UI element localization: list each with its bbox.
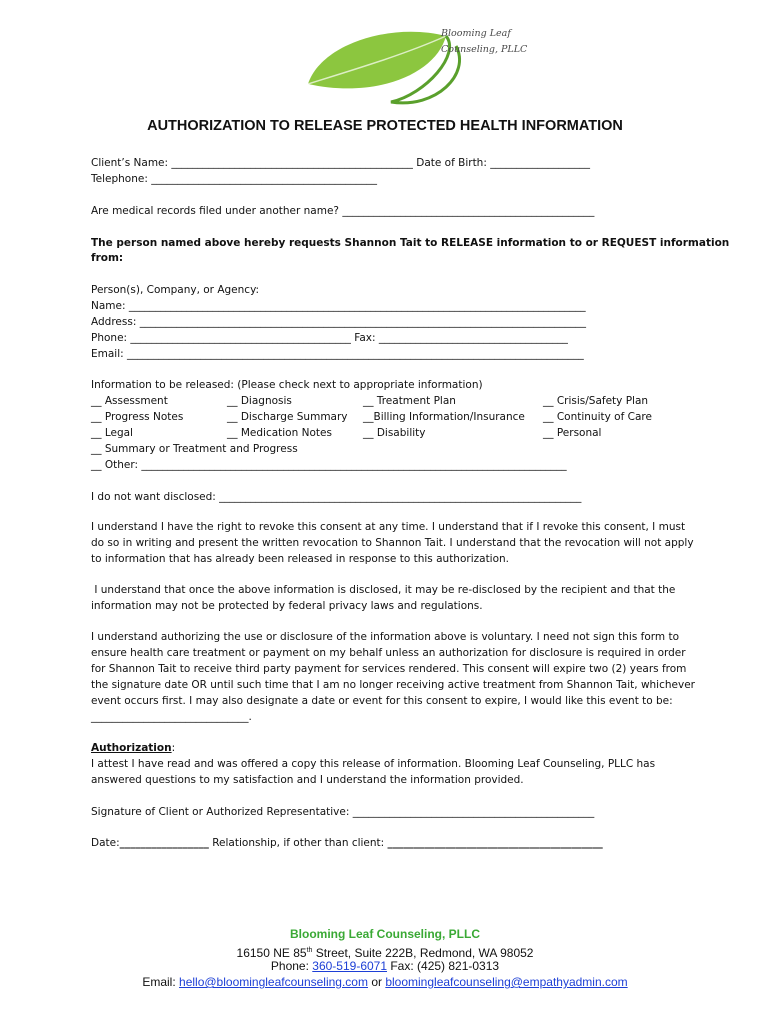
footer-email — [0, 975, 770, 990]
info-option-discharge-summary[interactable]: __ Discharge Summary — [227, 411, 348, 423]
not-disclosed-field[interactable]: I do not want disclosed: _____________________________________________________________________ — [91, 491, 582, 503]
date-relationship-row — [91, 836, 603, 850]
relationship-field[interactable]: _________________________________________ — [387, 837, 603, 849]
logo-text-line2: Counseling, PLLC — [441, 44, 528, 55]
expiration-event-field[interactable]: ______________________________. — [91, 711, 252, 723]
footer-address-post: Street, Suite 222B, Redmond, WA 98052 — [312, 946, 534, 960]
request-text-line1: The person named above hereby requests Shannon Tait to RELEASE information to or REQUEST information — [91, 237, 730, 249]
relationship-label: Relationship, if other than client: — [208, 837, 388, 849]
voluntary-paragraph-line4: the signature date OR until such time that I am no longer receiving active treatment from Shannon Tait, whichever — [91, 679, 695, 691]
form-title: AUTHORIZATION TO RELEASE PROTECTED HEALTH INFORMATION — [147, 118, 623, 134]
telephone-field[interactable]: Telephone: ___________________________________________ — [91, 173, 377, 185]
client-name-dob-field[interactable]: Client’s Name: ______________________________________________ Date of Birth: ___________________ — [91, 157, 590, 169]
authorization-line1: I attest I have read and was offered a copy this release of information. Blooming Leaf Counseling, PLLC has — [91, 758, 656, 770]
info-option-legal[interactable]: __ Legal — [91, 427, 133, 439]
logo-text-line1: Blooming Leaf — [441, 28, 511, 39]
footer-address-pre: 16150 NE 85 — [236, 946, 307, 960]
authorization-heading-text: Authorization — [91, 742, 172, 754]
date-field[interactable]: _________________ — [119, 837, 209, 849]
info-option-assessment[interactable]: __ Assessment — [91, 395, 168, 407]
voluntary-paragraph-line1: I understand authorizing the use or disclosure of the information above is voluntary. I need not sign this form to — [91, 631, 680, 643]
info-option-other-field[interactable]: __ Other: _________________________________________________________________________________ — [91, 459, 567, 471]
date-label: Date: — [91, 837, 120, 849]
info-option-crisis-safety-plan[interactable]: __ Crisis/Safety Plan — [543, 395, 649, 407]
revoke-paragraph-line3: to information that has already been released in response to this authorization. — [91, 553, 510, 565]
authorization-heading-colon: : — [171, 742, 176, 754]
info-option-personal[interactable]: __ Personal — [543, 427, 602, 439]
recipient-phone-fax-field[interactable]: Phone: __________________________________________ Fax: ____________________________________ — [91, 332, 568, 344]
redisclose-paragraph-line2: information may not be protected by federal privacy laws and regulations. — [91, 600, 483, 612]
info-option-summary[interactable]: __ Summary or Treatment and Progress — [91, 443, 298, 455]
voluntary-paragraph-line5: event occurs first. I may also designate a date or event for this consent to expire, I would like this event to be: — [91, 695, 673, 707]
footer-phone-link[interactable]: 360-519-6071 — [312, 959, 388, 973]
info-header: Information to be released: (Please check next to appropriate information) — [91, 379, 483, 391]
info-option-treatment-plan[interactable]: __ Treatment Plan — [363, 395, 456, 407]
signature-field[interactable]: Signature of Client or Authorized Representative: ______________________________________________ — [91, 806, 595, 818]
recipient-header: Person(s), Company, or Agency: — [91, 284, 260, 296]
footer-email-label: Email: — [142, 975, 180, 989]
recipient-email-field[interactable]: Email: _______________________________________________________________________________________ — [91, 348, 584, 360]
info-option-billing[interactable]: __Billing Information/Insurance — [363, 411, 525, 423]
authorization-heading — [91, 741, 175, 755]
recipient-name-field[interactable]: Name: _______________________________________________________________________________________ — [91, 300, 586, 312]
voluntary-paragraph-line3: for Shannon Tait to receive third party payment for services rendered. This consent will expire two (2) years from — [91, 663, 687, 675]
info-option-medication-notes[interactable]: __ Medication Notes — [227, 427, 332, 439]
redisclose-paragraph-line1: I understand that once the above information is disclosed, it may be re-disclosed by the recipient and that the — [91, 584, 676, 596]
authorization-line2: answered questions to my satisfaction and I understand the information provided. — [91, 774, 524, 786]
footer-phone-fax — [0, 959, 770, 974]
footer-practice-name: Blooming Leaf Counseling, PLLC — [290, 927, 480, 941]
info-option-diagnosis[interactable]: __ Diagnosis — [227, 395, 292, 407]
other-name-field[interactable]: Are medical records filed under another name? ________________________________________________ — [91, 205, 595, 217]
recipient-address-field[interactable]: Address: _____________________________________________________________________________________ — [91, 316, 586, 328]
footer-address-sup: th — [306, 947, 313, 954]
footer-email-link-1[interactable]: hello@bloomingleafcounseling.com — [179, 975, 368, 989]
info-option-disability[interactable]: __ Disability — [363, 427, 426, 439]
info-option-continuity-of-care[interactable]: __ Continuity of Care — [543, 411, 652, 423]
voluntary-paragraph-line2: ensure health care treatment or payment on my behalf unless an authorization for disclosure is required in order — [91, 647, 686, 659]
info-option-progress-notes[interactable]: __ Progress Notes — [91, 411, 184, 423]
revoke-paragraph-line1: I understand I have the right to revoke this consent at any time. I understand that if I revoke this consent, I must — [91, 521, 686, 533]
footer-email-link-2[interactable]: bloomingleafcounseling@empathyadmin.com — [385, 975, 628, 989]
footer-email-or: or — [367, 975, 386, 989]
request-text-line2: from: — [91, 252, 124, 264]
revoke-paragraph-line2: do so in writing and present the written revocation to Shannon Tait. I understand that the revocation will not apply — [91, 537, 694, 549]
footer-phone-label: Phone: — [270, 959, 313, 973]
footer-fax: Fax: (425) 821-0313 — [387, 959, 500, 973]
